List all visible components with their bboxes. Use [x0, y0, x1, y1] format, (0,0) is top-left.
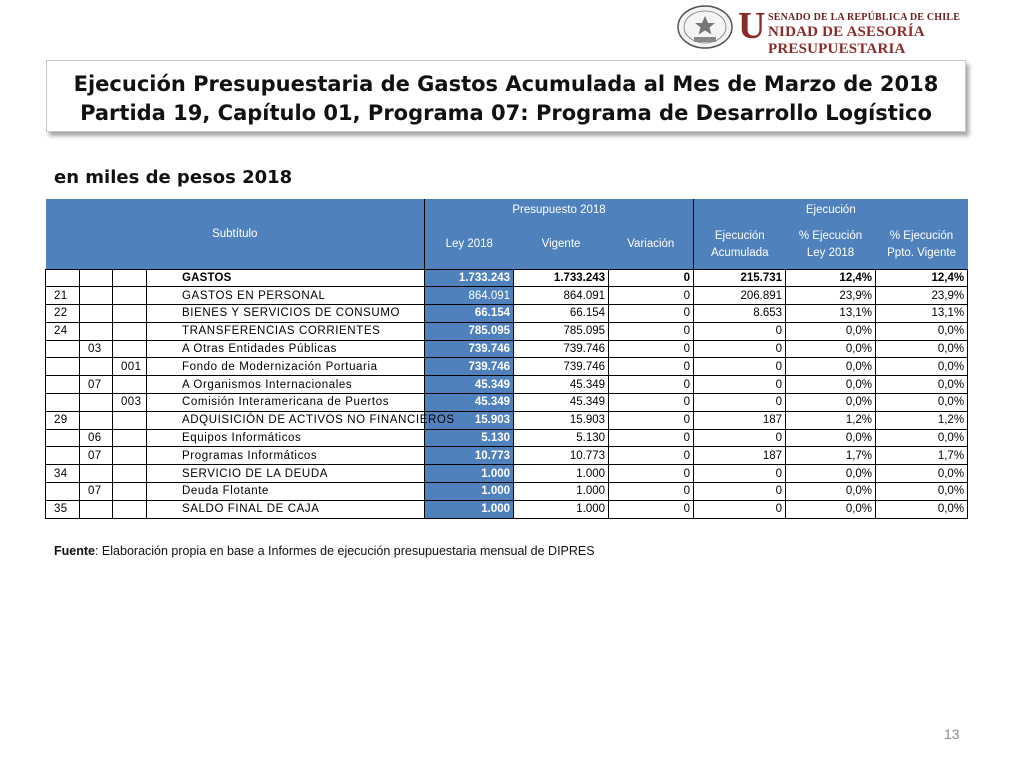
cell-item [80, 269, 113, 287]
title-line-2: Partida 19, Capítulo 01, Programa 07: Programa de Desarrollo Logístico [80, 101, 932, 125]
cell-pct-ley: 0,0% [786, 340, 876, 358]
cell-ejecucion-acumulada: 0 [694, 429, 786, 447]
cell-ejecucion-acumulada: 0 [694, 322, 786, 340]
header-pct-vigente [876, 221, 968, 269]
header-pct-vig-line1: % Ejecución [889, 229, 954, 242]
cell-pct-vigente: 0,0% [876, 429, 968, 447]
cell-subtitulo: 34 [46, 465, 80, 483]
cell-item [80, 500, 113, 518]
title-line-1: Ejecución Presupuestaria de Gastos Acumulada al Mes de Marzo de 2018 [73, 72, 939, 96]
table-row [46, 483, 968, 501]
source-label: Fuente [54, 544, 95, 558]
cell-ley-2018: 739.746 [425, 340, 514, 358]
cell-subtitulo [46, 483, 80, 501]
source-text: : Elaboración propia en base a Informes de ejecución presupuestaria mensual de DIPRES [94, 544, 595, 558]
cell-vigente: 45.349 [514, 376, 609, 394]
header-pct-vig-line2: Ppto. Vigente [887, 246, 956, 259]
cell-ejecucion-acumulada: 187 [694, 447, 786, 465]
cell-vigente: 864.091 [514, 287, 609, 305]
cell-ejecucion-acumulada: 0 [694, 465, 786, 483]
cell-vigente: 66.154 [514, 305, 609, 323]
source-note [54, 544, 595, 558]
cell-descripcion: BIENES Y SERVICIOS DE CONSUMO [147, 305, 425, 323]
cell-descripcion: Fondo de Modernización Portuaria [147, 358, 425, 376]
cell-variacion: 0 [609, 500, 694, 518]
cell-pct-ley: 0,0% [786, 358, 876, 376]
cell-pct-ley: 23,9% [786, 287, 876, 305]
cell-descripcion: SALDO FINAL DE CAJA [147, 500, 425, 518]
cell-item [80, 322, 113, 340]
table-row [46, 358, 968, 376]
header-pct-ley [786, 221, 876, 269]
cell-item: 03 [80, 340, 113, 358]
cell-vigente: 5.130 [514, 429, 609, 447]
cell-pct-vigente: 0,0% [876, 465, 968, 483]
cell-item [80, 411, 113, 429]
cell-descripcion: GASTOS [147, 269, 425, 287]
cell-descripcion: Comisión Interamericana de Puertos [147, 394, 425, 412]
cell-ley-2018: 864.091 [425, 287, 514, 305]
cell-ley-2018: 45.349 [425, 376, 514, 394]
table-row [46, 411, 968, 429]
cell-ejecucion-acumulada: 0 [694, 340, 786, 358]
cell-vigente: 1.733.243 [514, 269, 609, 287]
table-row [46, 305, 968, 323]
cell-subtitulo: 24 [46, 322, 80, 340]
cell-pct-vigente: 13,1% [876, 305, 968, 323]
cell-pct-ley: 0,0% [786, 500, 876, 518]
table-row [46, 429, 968, 447]
cell-subtitulo [46, 269, 80, 287]
cell-subtitulo [46, 429, 80, 447]
cell-asignacion [113, 447, 147, 465]
page-number: 13 [944, 726, 960, 742]
header-pct-ley-line2: Ley 2018 [806, 246, 855, 259]
cell-descripcion: GASTOS EN PERSONAL [147, 287, 425, 305]
cell-pct-ley: 12,4% [786, 269, 876, 287]
cell-subtitulo [46, 394, 80, 412]
cell-vigente: 15.903 [514, 411, 609, 429]
cell-variacion: 0 [609, 394, 694, 412]
cell-pct-vigente: 23,9% [876, 287, 968, 305]
header-ejecucion-acumulada [694, 221, 786, 269]
cell-ejecucion-acumulada: 187 [694, 411, 786, 429]
cell-variacion: 0 [609, 411, 694, 429]
cell-pct-vigente: 0,0% [876, 340, 968, 358]
cell-pct-vigente: 0,0% [876, 483, 968, 501]
cell-asignacion [113, 500, 147, 518]
units-subtitle: en miles de pesos 2018 [54, 167, 293, 188]
cell-ley-2018: 1.733.243 [425, 269, 514, 287]
cell-asignacion: 003 [113, 394, 147, 412]
cell-asignacion [113, 465, 147, 483]
cell-vigente: 1.000 [514, 483, 609, 501]
table-row [46, 500, 968, 518]
title-box [46, 60, 966, 132]
cell-vigente: 785.095 [514, 322, 609, 340]
unidad-asesoria-logo [672, 4, 1012, 57]
cell-pct-ley: 0,0% [786, 376, 876, 394]
cell-item [80, 305, 113, 323]
cell-pct-vigente: 1,2% [876, 411, 968, 429]
cell-subtitulo [46, 358, 80, 376]
cell-item: 06 [80, 429, 113, 447]
cell-asignacion [113, 411, 147, 429]
cell-asignacion [113, 483, 147, 501]
header-vigente: Vigente [514, 221, 609, 269]
cell-vigente: 45.349 [514, 394, 609, 412]
cell-pct-ley: 0,0% [786, 322, 876, 340]
cell-vigente: 1.000 [514, 500, 609, 518]
cell-descripcion: SERVICIO DE LA DEUDA [147, 465, 425, 483]
cell-pct-vigente: 0,0% [876, 500, 968, 518]
cell-ley-2018: 45.349 [425, 394, 514, 412]
table-row [46, 465, 968, 483]
cell-ejecucion-acumulada: 0 [694, 500, 786, 518]
cell-ley-2018: 1.000 [425, 500, 514, 518]
cell-descripcion: ADQUISICIÓN DE ACTIVOS NO FINANCIEROS [147, 411, 425, 429]
cell-descripcion: A Organismos Internacionales [147, 376, 425, 394]
cell-ley-2018: 5.130 [425, 429, 514, 447]
header-variacion: Variación [609, 221, 694, 269]
cell-descripcion: Equipos Informáticos [147, 429, 425, 447]
table-row [46, 376, 968, 394]
cell-pct-vigente: 1,7% [876, 447, 968, 465]
cell-pct-vigente: 12,4% [876, 269, 968, 287]
cell-ejecucion-acumulada: 0 [694, 376, 786, 394]
cell-ley-2018: 15.903 [425, 411, 514, 429]
cell-pct-ley: 0,0% [786, 465, 876, 483]
cell-asignacion [113, 287, 147, 305]
cell-asignacion [113, 429, 147, 447]
cell-item [80, 287, 113, 305]
cell-vigente: 10.773 [514, 447, 609, 465]
cell-descripcion: TRANSFERENCIAS CORRIENTES [147, 322, 425, 340]
table-row [46, 269, 968, 287]
cell-variacion: 0 [609, 269, 694, 287]
cell-ley-2018: 66.154 [425, 305, 514, 323]
header-presupuesto: Presupuesto 2018 [425, 199, 694, 221]
cell-item [80, 394, 113, 412]
cell-ejecucion-acumulada: 0 [694, 394, 786, 412]
cell-subtitulo [46, 376, 80, 394]
cell-subtitulo [46, 447, 80, 465]
cell-descripcion: Programas Informáticos [147, 447, 425, 465]
cell-pct-vigente: 0,0% [876, 322, 968, 340]
budget-execution-table [45, 199, 968, 519]
senado-seal-icon [676, 4, 734, 50]
cell-ejecucion-acumulada: 215.731 [694, 269, 786, 287]
cell-variacion: 0 [609, 287, 694, 305]
cell-ley-2018: 10.773 [425, 447, 514, 465]
cell-vigente: 739.746 [514, 340, 609, 358]
cell-item: 07 [80, 447, 113, 465]
cell-variacion: 0 [609, 358, 694, 376]
cell-item [80, 465, 113, 483]
cell-variacion: 0 [609, 447, 694, 465]
logo-letter: U [738, 5, 766, 47]
cell-pct-ley: 0,0% [786, 483, 876, 501]
cell-asignacion [113, 376, 147, 394]
header-ejec-acum-line1: Ejecución [714, 229, 765, 242]
cell-subtitulo: 35 [46, 500, 80, 518]
cell-ejecucion-acumulada: 206.891 [694, 287, 786, 305]
table-row [46, 340, 968, 358]
cell-pct-vigente: 0,0% [876, 394, 968, 412]
cell-variacion: 0 [609, 376, 694, 394]
logo-senado-line: SENADO DE LA REPÚBLICA DE CHILE [768, 12, 961, 23]
cell-subtitulo: 21 [46, 287, 80, 305]
cell-item: 07 [80, 376, 113, 394]
cell-variacion: 0 [609, 429, 694, 447]
table-row [46, 287, 968, 305]
cell-variacion: 0 [609, 305, 694, 323]
table-row [46, 322, 968, 340]
cell-ley-2018: 785.095 [425, 322, 514, 340]
cell-pct-ley: 13,1% [786, 305, 876, 323]
cell-asignacion [113, 305, 147, 323]
cell-ejecucion-acumulada: 8.653 [694, 305, 786, 323]
cell-variacion: 0 [609, 322, 694, 340]
cell-descripcion: Deuda Flotante [147, 483, 425, 501]
cell-subtitulo: 29 [46, 411, 80, 429]
cell-pct-vigente: 0,0% [876, 376, 968, 394]
cell-ley-2018: 1.000 [425, 465, 514, 483]
cell-variacion: 0 [609, 465, 694, 483]
cell-item: 07 [80, 483, 113, 501]
cell-pct-ley: 1,7% [786, 447, 876, 465]
header-pct-ley-line1: % Ejecución [798, 229, 863, 242]
logo-unidad-line: NIDAD DE ASESORÍA PRESUPUESTARIA [768, 24, 924, 57]
table-row [46, 394, 968, 412]
cell-pct-ley: 1,2% [786, 411, 876, 429]
cell-item [80, 358, 113, 376]
cell-subtitulo: 22 [46, 305, 80, 323]
cell-ejecucion-acumulada: 0 [694, 483, 786, 501]
header-ley: Ley 2018 [425, 221, 514, 269]
cell-ejecucion-acumulada: 0 [694, 358, 786, 376]
cell-asignacion [113, 322, 147, 340]
cell-subtitulo [46, 340, 80, 358]
cell-variacion: 0 [609, 340, 694, 358]
table-row [46, 447, 968, 465]
header-ejec-acum-line2: Acumulada [711, 246, 769, 259]
cell-pct-ley: 0,0% [786, 394, 876, 412]
cell-vigente: 1.000 [514, 465, 609, 483]
cell-descripcion: A Otras Entidades Públicas [147, 340, 425, 358]
cell-asignacion: 001 [113, 358, 147, 376]
header-subtitulo: Subtítulo [46, 199, 425, 269]
cell-vigente: 739.746 [514, 358, 609, 376]
cell-ley-2018: 739.746 [425, 358, 514, 376]
header-ejecucion: Ejecución [694, 199, 968, 221]
cell-variacion: 0 [609, 483, 694, 501]
cell-pct-ley: 0,0% [786, 429, 876, 447]
cell-asignacion [113, 269, 147, 287]
cell-asignacion [113, 340, 147, 358]
cell-pct-vigente: 0,0% [876, 358, 968, 376]
cell-ley-2018: 1.000 [425, 483, 514, 501]
